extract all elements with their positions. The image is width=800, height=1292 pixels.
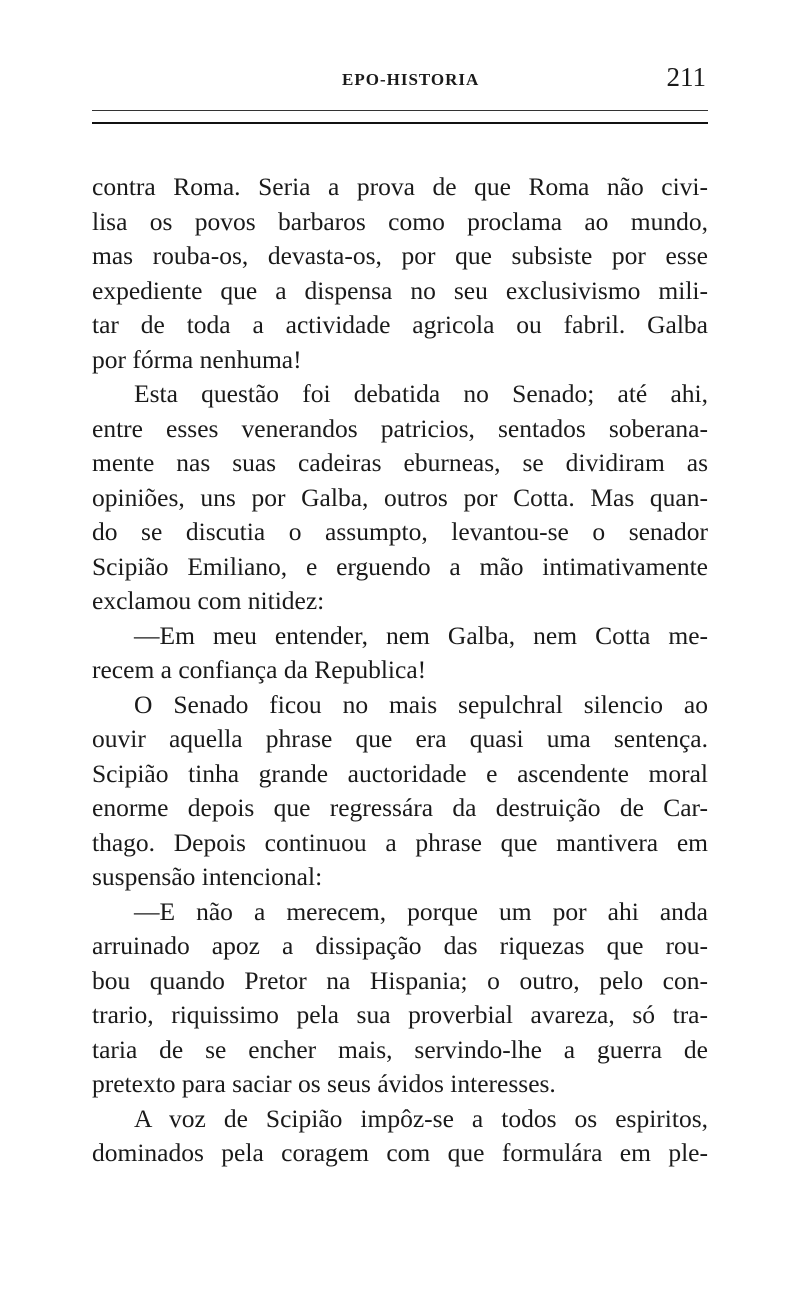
text-line: Esta questão foi debatida no Senado; até ahi, [134, 379, 708, 408]
paragraph [92, 170, 708, 377]
text-line: Scipião Emiliano, e erguendo a mão intimativamente [92, 551, 708, 581]
text-line: dominados pela coragem com que formulára em ple- [92, 1138, 708, 1167]
text-line: pretexto para saciar os seus ávidos interesses. [92, 1069, 556, 1098]
text-line: ouvir aquella phrase que era quasi uma sentença. [92, 724, 708, 753]
text-line: lisa os povos barbaros como proclama ao mundo, [92, 206, 708, 236]
text-line: taria de se encher mais, servindo-lhe a guerra de [92, 1034, 708, 1064]
text-line: A voz de Scipião impôz-se a todos os espiritos, [134, 1103, 708, 1133]
text-line: recem a confiança da Republica! [92, 655, 427, 684]
text-line: por fórma nenhuma! [92, 344, 302, 374]
header-rule-thin [92, 110, 708, 111]
text-line: exclamou com nitidez: [92, 586, 325, 615]
paragraph [92, 1102, 708, 1171]
text-line: suspensão intencional: [92, 862, 323, 891]
text-line: O Senado ficou no mais sepulchral silencio ao [134, 689, 708, 719]
paragraph [92, 688, 708, 895]
text-line: mente nas suas cadeiras eburneas, se dividiram as [92, 448, 708, 477]
text-line: mas rouba-os, devasta-os, por que subsiste por esse [92, 241, 708, 270]
text-line: thago. Depois continuou a phrase que mantivera em [92, 827, 708, 857]
text-line: expediente que a dispensa no seu exclusivismo mili- [92, 275, 708, 305]
text-line: contra Roma. Seria a prova de que Roma não civi- [92, 172, 708, 201]
body-text [92, 170, 708, 1171]
page-header [92, 60, 708, 100]
text-line: tar de toda a actividade agricola ou fabril. Galba [92, 310, 708, 339]
text-line: arruinado apoz a dissipação das riquezas que rou- [92, 931, 708, 960]
paragraph [92, 619, 708, 688]
text-line: —E não a merecem, porque um por ahi anda [134, 896, 708, 926]
page-number: 211 [666, 62, 706, 92]
text-line: Scipião tinha grande auctoridade e ascendente moral [92, 758, 708, 788]
header-rule-thick [92, 122, 708, 124]
text-line: —Em meu entender, nem Galba, nem Cotta me- [134, 620, 708, 650]
text-line: opiniões, uns por Galba, outros por Cotta. Mas quan- [92, 482, 708, 512]
text-line: enorme depois que regressára da destruição de Car- [92, 793, 708, 822]
paragraph [92, 895, 708, 1102]
running-title: EPO-HISTORIA [342, 70, 480, 89]
paragraph [92, 377, 708, 619]
text-line: trario, riquissimo pela sua proverbial avareza, só tra- [92, 1000, 708, 1029]
text-line: bou quando Pretor na Hispania; o outro, pelo con- [92, 965, 708, 995]
text-line: entre esses venerandos patricios, sentados soberana- [92, 413, 708, 443]
text-line: do se discutia o assumpto, levantou-se o senador [92, 517, 708, 546]
